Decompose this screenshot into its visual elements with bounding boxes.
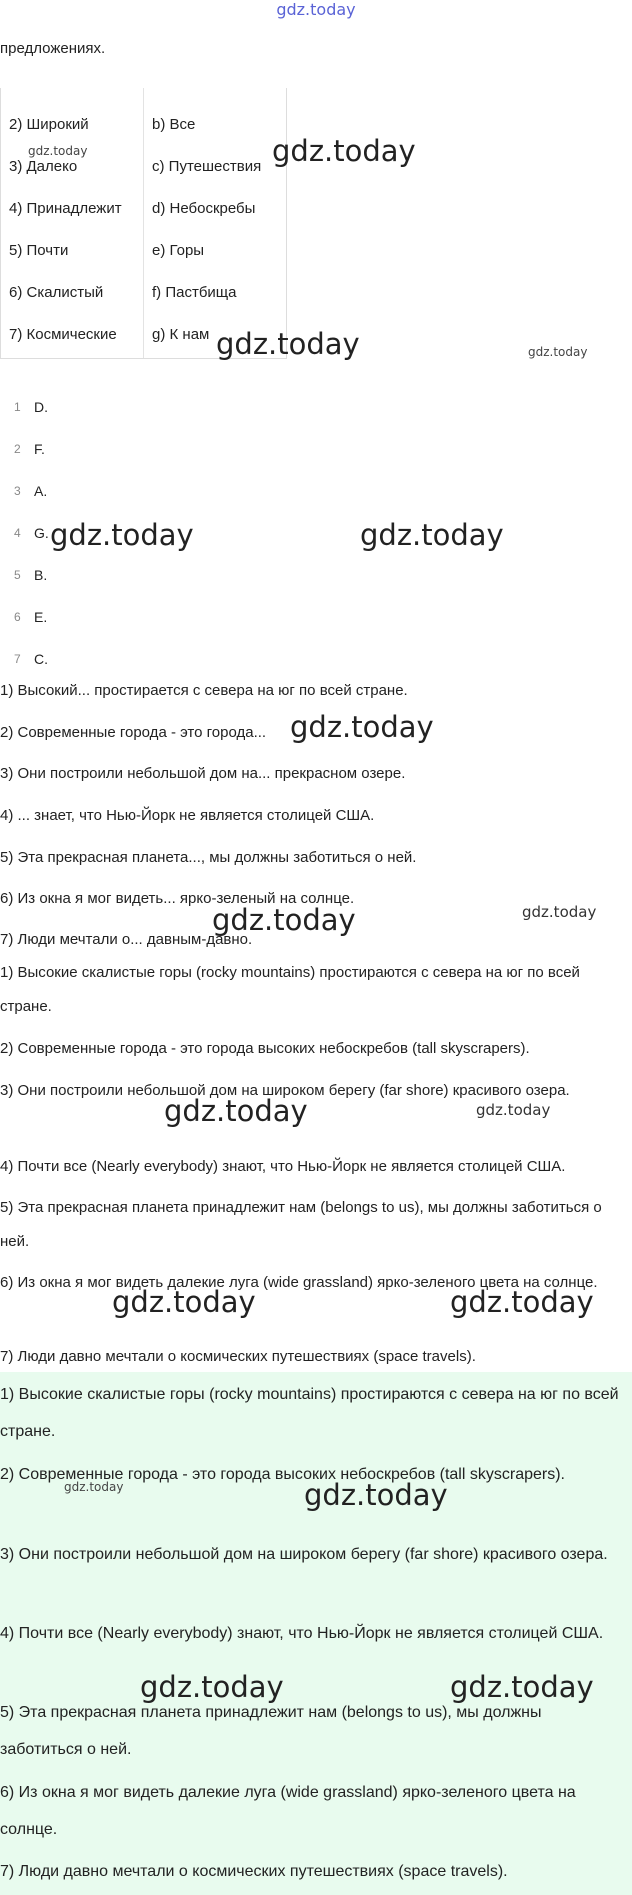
- watermark-text: gdz.today: [50, 518, 194, 552]
- table-right-cell: c) Путешествия: [152, 158, 262, 175]
- gap-sentence: 3) Они построили небольшой дом на... прекрасном озере.: [0, 765, 406, 782]
- table-left-cell: 3) Далеко: [9, 158, 78, 175]
- watermark-text: gdz.today: [290, 710, 434, 744]
- highlighted-sentence: 5) Эта прекрасная планета принадлежит нам (belongs to us), мы должны заботиться о ней.: [0, 1704, 542, 1758]
- gap-sentence: 5) Эта прекрасная планета..., мы должны заботиться о ней.: [0, 849, 417, 866]
- answer-value: C.: [34, 651, 48, 667]
- answer-value: D.: [34, 399, 48, 415]
- completed-sentence: 3) Они построили небольшой дом на широком берегу (far shore) красивого озера.: [0, 1082, 570, 1099]
- gap-sentence: 1) Высокий... простирается с севера на юг по всей стране.: [0, 682, 408, 699]
- answer-number: 1: [14, 400, 21, 414]
- answer-number: 2: [14, 442, 21, 456]
- highlighted-sentence: 6) Из окна я мог видеть далекие луга (wide grassland) ярко-зеленого цвета на солнце.: [0, 1784, 576, 1838]
- completed-sentence: 1) Высокие скалистые горы (rocky mountains) простираются с севера на юг по всей стране.: [0, 964, 580, 1015]
- table-left-cell: 7) Космические: [9, 326, 117, 343]
- watermark-text: gdz.today: [140, 1670, 284, 1704]
- watermark-text: gdz.today: [450, 1285, 594, 1319]
- gap-sentence: 4) ... знает, что Нью-Йорк не является столицей США.: [0, 807, 375, 824]
- highlighted-sentence: 4) Почти все (Nearly everybody) знают, что Нью-Йорк не является столицей США.: [0, 1625, 604, 1642]
- table-left-cell: 6) Скалистый: [9, 284, 104, 301]
- watermark-text: gdz.today: [112, 1285, 256, 1319]
- answer-value: A.: [34, 483, 48, 499]
- watermark-text: gdz.today: [64, 1480, 124, 1494]
- watermark-text: gdz.today: [272, 134, 416, 168]
- answer-number: 4: [14, 526, 21, 540]
- answer-number: 6: [14, 610, 21, 624]
- table-right-cell: g) К нам: [152, 326, 210, 343]
- completed-sentence: 2) Современные города - это города высоких небоскребов (tall skyscrapers).: [0, 1040, 530, 1057]
- highlighted-answer-block: [0, 1372, 632, 1895]
- watermark-text: gdz.today: [450, 1670, 594, 1704]
- table-divider: [143, 88, 144, 358]
- completed-sentence: 5) Эта прекрасная планета принадлежит нам (belongs to us), мы должны заботиться о ней.: [0, 1199, 602, 1250]
- highlighted-sentence: 7) Люди давно мечтали о космических путешествиях (space travels).: [0, 1863, 508, 1880]
- completed-sentence: 4) Почти все (Nearly everybody) знают, что Нью-Йорк не является столицей США.: [0, 1158, 566, 1175]
- watermark-text: gdz.today: [28, 144, 88, 158]
- top-watermark: gdz.today: [276, 0, 356, 19]
- highlighted-sentence: 2) Современные города - это города высоких небоскребов (tall skyscrapers).: [0, 1466, 565, 1483]
- watermark-text: gdz.today: [212, 903, 356, 937]
- gap-sentence: 7) Люди мечтали о... давным-давно.: [0, 931, 253, 948]
- highlighted-sentence: 3) Они построили небольшой дом на широком берегу (far shore) красивого озера.: [0, 1546, 608, 1563]
- intro-text: предложениях.: [0, 40, 106, 57]
- table-left-cell: 4) Принадлежит: [9, 200, 122, 217]
- watermark-text: gdz.today: [216, 327, 360, 361]
- answer-number: 7: [14, 652, 21, 666]
- table-right-cell: d) Небоскребы: [152, 200, 256, 217]
- answer-value: G.: [34, 525, 49, 541]
- watermark-text: gdz.today: [522, 903, 597, 921]
- watermark-text: gdz.today: [164, 1094, 308, 1128]
- table-right-cell: e) Горы: [152, 242, 205, 259]
- highlighted-sentence: 1) Высокие скалистые горы (rocky mountains) простираются с севера на юг по всей стране.: [0, 1386, 619, 1440]
- table-right-cell: f) Пастбища: [152, 284, 237, 301]
- table-left-cell: 5) Почти: [9, 242, 69, 259]
- watermark-text: gdz.today: [476, 1101, 551, 1119]
- completed-sentence: 6) Из окна я мог видеть далекие луга (wide grassland) ярко-зеленого цвета на солнце.: [0, 1274, 598, 1291]
- answer-number: 3: [14, 484, 21, 498]
- answer-number: 5: [14, 568, 21, 582]
- answer-value: E.: [34, 609, 48, 625]
- table-right-cell: b) Все: [152, 116, 196, 133]
- matching-table: [0, 88, 287, 359]
- watermark-text: gdz.today: [528, 345, 588, 359]
- table-left-cell: 2) Широкий: [9, 116, 89, 133]
- completed-sentence: 7) Люди давно мечтали о космических путешествиях (space travels).: [0, 1348, 476, 1365]
- answer-value: F.: [34, 441, 45, 457]
- watermark-text: gdz.today: [304, 1478, 448, 1512]
- gap-sentence: 2) Современные города - это города...: [0, 724, 267, 741]
- watermark-text: gdz.today: [360, 518, 504, 552]
- gap-sentence: 6) Из окна я мог видеть... ярко-зеленый на солнце.: [0, 890, 355, 907]
- answer-value: B.: [34, 567, 48, 583]
